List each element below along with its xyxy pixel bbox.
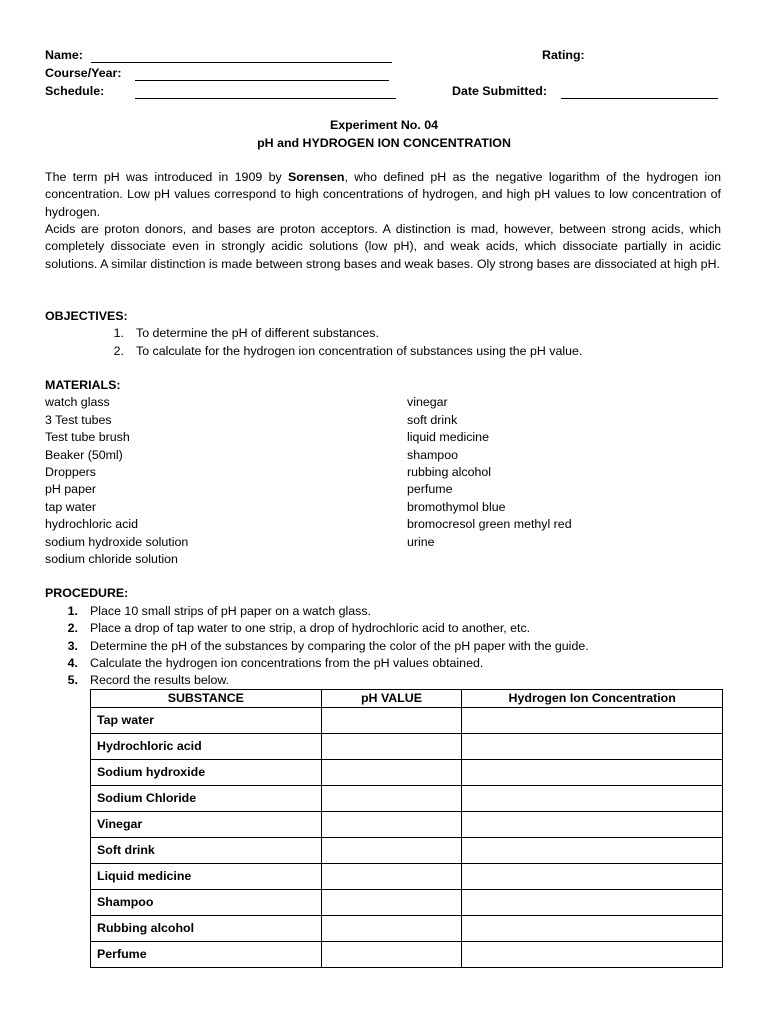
hydrogen-ion-cell[interactable] — [462, 734, 723, 760]
hydrogen-ion-cell[interactable] — [462, 916, 723, 942]
material-item: liquid medicine — [407, 430, 489, 444]
table-row — [91, 942, 723, 968]
hydrogen-ion-cell[interactable] — [462, 760, 723, 786]
substance-cell: Vinegar — [91, 812, 322, 838]
ph-value-cell[interactable] — [321, 812, 462, 838]
intro-p1-bold: Sorensen — [288, 170, 345, 184]
hydrogen-ion-cell[interactable] — [462, 838, 723, 864]
objective-text: To calculate for the hydrogen ion concentration of substances using the pH value. — [136, 344, 583, 358]
substance-cell: Perfume — [91, 942, 322, 968]
course-year-label: Course/Year: — [45, 66, 122, 80]
material-item: shampoo — [407, 448, 458, 462]
intro-p1-start: The term pH was introduced in 1909 by — [45, 170, 289, 184]
ph-value-cell[interactable] — [321, 890, 462, 916]
material-item: sodium hydroxide solution — [45, 535, 189, 549]
substance-cell: Liquid medicine — [91, 864, 322, 890]
materials-heading: MATERIALS: — [45, 378, 121, 392]
ph-value-cell[interactable] — [321, 916, 462, 942]
material-item: tap water — [45, 500, 96, 514]
procedure-step-number: 4. — [67, 656, 78, 670]
material-item: bromocresol green methyl red — [407, 517, 572, 531]
procedure-step-number: 2. — [67, 621, 78, 635]
date-submitted-field[interactable] — [561, 98, 718, 99]
experiment-title: pH and HYDROGEN ION CONCENTRATION — [257, 136, 511, 150]
table-row — [91, 916, 723, 942]
substance-cell: Rubbing alcohol — [91, 916, 322, 942]
objective-number: 1. — [113, 326, 124, 340]
procedure-step-text: Record the results below. — [90, 673, 230, 687]
substance-cell: Sodium Chloride — [91, 786, 322, 812]
table-row — [91, 890, 723, 916]
procedure-step-number: 3. — [67, 639, 78, 653]
material-item: hydrochloric acid — [45, 517, 138, 531]
procedure-step-number: 5. — [67, 673, 78, 687]
table-row — [91, 812, 723, 838]
table-row — [91, 734, 723, 760]
material-item: 3 Test tubes — [45, 413, 112, 427]
table-row — [91, 864, 723, 890]
objective-text: To determine the pH of different substances. — [136, 326, 379, 340]
material-item: watch glass — [45, 395, 110, 409]
material-item: urine — [407, 535, 435, 549]
ph-value-cell[interactable] — [321, 708, 462, 734]
ph-value-cell[interactable] — [321, 786, 462, 812]
ph-value-cell[interactable] — [321, 734, 462, 760]
material-item: sodium chloride solution — [45, 552, 178, 566]
intro-paragraph-1 — [45, 169, 721, 221]
substance-column-header: SUBSTANCE — [91, 690, 322, 708]
objectives-heading: OBJECTIVES: — [45, 309, 128, 323]
ph-value-column-header: pH VALUE — [321, 690, 462, 708]
material-item: Beaker (50ml) — [45, 448, 123, 462]
hydrogen-ion-cell[interactable] — [462, 708, 723, 734]
name-label: Name: — [45, 48, 83, 62]
material-item: bromothymol blue — [407, 500, 506, 514]
experiment-number: Experiment No. 04 — [329, 118, 439, 132]
hydrogen-ion-cell[interactable] — [462, 786, 723, 812]
results-header-row — [91, 690, 723, 708]
table-row — [91, 708, 723, 734]
procedure-step-text: Determine the pH of the substances by comparing the color of the pH paper with the guide. — [90, 639, 589, 653]
material-item: rubbing alcohol — [407, 465, 492, 479]
hydrogen-ion-cell[interactable] — [462, 864, 723, 890]
intro-p1-end: , who defined pH as the negative logarithm of the hydrogen ion concentration. Low pH values correspond to high concentrations of hydrogen, and high pH values to low concentration of hydrogen. — [45, 170, 721, 219]
date-submitted-label: Date Submitted: — [452, 84, 547, 98]
course-year-field[interactable] — [135, 80, 389, 81]
procedure-step-text: Place a drop of tap water to one strip, a drop of hydrochloric acid to another, etc. — [90, 621, 531, 635]
results-table — [90, 689, 723, 968]
procedure-step-text: Place 10 small strips of pH paper on a watch glass. — [90, 604, 371, 618]
material-item: perfume — [407, 482, 453, 496]
substance-cell: Tap water — [91, 708, 322, 734]
procedure-step-number: 1. — [67, 604, 78, 618]
schedule-label: Schedule: — [45, 84, 105, 98]
table-row — [91, 786, 723, 812]
substance-cell: Hydrochloric acid — [91, 734, 322, 760]
hydrogen-ion-cell[interactable] — [462, 890, 723, 916]
material-item: Droppers — [45, 465, 96, 479]
objective-number: 2. — [113, 344, 124, 358]
substance-cell: Soft drink — [91, 838, 322, 864]
procedure-heading: PROCEDURE: — [45, 586, 129, 600]
table-row — [91, 838, 723, 864]
ph-value-cell[interactable] — [321, 838, 462, 864]
ph-value-cell[interactable] — [321, 942, 462, 968]
substance-cell: Shampoo — [91, 890, 322, 916]
intro-paragraph-2: Acids are proton donors, and bases are proton acceptors. A distinction is mad, however, between strong acids, which completely dissociate even in strongly acidic solutions (low pH), and weak acids, which dissociate partially in acidic solutions. A similar distinction is made between strong bases and weak bases. Oly strong bases are dissociated at high pH. — [45, 222, 721, 271]
procedure-step-text: Calculate the hydrogen ion concentrations from the pH values obtained. — [90, 656, 484, 670]
material-item: vinegar — [407, 395, 448, 409]
substance-cell: Sodium hydroxide — [91, 760, 322, 786]
ph-value-cell[interactable] — [321, 864, 462, 890]
name-field[interactable] — [91, 62, 392, 63]
hydrogen-ion-cell[interactable] — [462, 812, 723, 838]
material-item: soft drink — [407, 413, 458, 427]
hydrogen-ion-column-header: Hydrogen Ion Concentration — [462, 690, 723, 708]
table-row — [91, 760, 723, 786]
rating-label: Rating: — [542, 48, 585, 62]
hydrogen-ion-cell[interactable] — [462, 942, 723, 968]
material-item: pH paper — [45, 482, 96, 496]
ph-value-cell[interactable] — [321, 760, 462, 786]
schedule-field[interactable] — [135, 98, 396, 99]
material-item: Test tube brush — [45, 430, 130, 444]
